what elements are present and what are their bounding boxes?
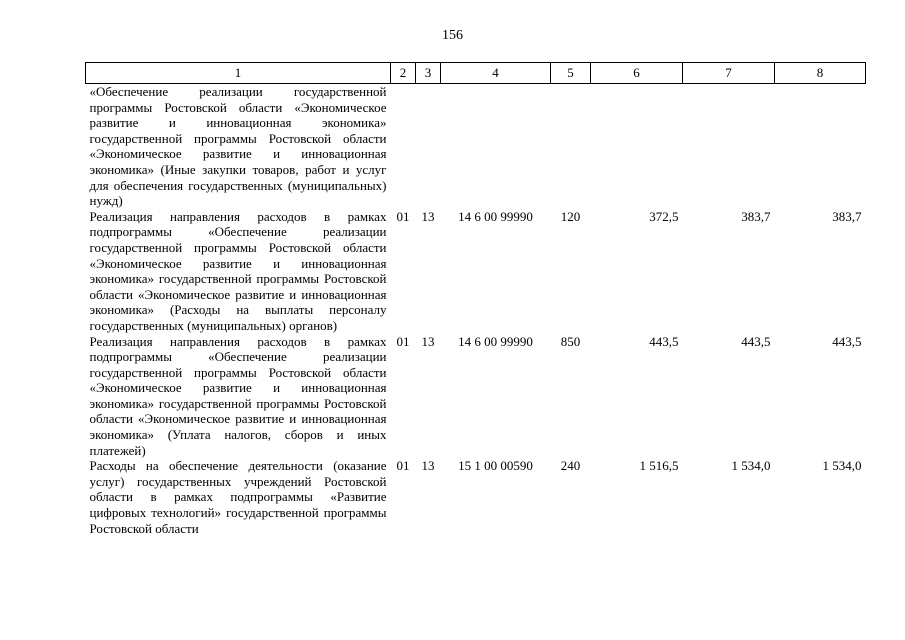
table-body [86,84,866,537]
target-article-code: 15 1 00 00590 [458,458,533,474]
target-article-code [441,84,551,209]
amount-col-6: 1 516,5 [639,458,679,474]
amount-col-7: 1 534,0 [731,458,771,474]
expense-type-code [551,84,591,209]
table-header [86,63,866,84]
table-row [86,458,866,536]
target-article-code: 14 6 00 99990 [458,208,533,224]
amount-col-6: 443,5 [649,333,679,349]
section-code: 01 [396,458,410,474]
section-code: 01 [396,208,410,224]
amount-col-6 [591,84,683,209]
amount-col-7: 443,5 [741,333,771,349]
subsection-code: 13 [421,208,435,224]
column-header-3: 3 [416,63,441,84]
row-description: Расходы на обеспечение деятельности (оказание услуг) государственных учреждений Ростовской области в рамках подпрограммы «Развитие цифровых технологий» государственной программы Ростовской области [89,458,387,536]
row-description: Реализация направления расходов в рамках подпрограммы «Обеспечение реализации государственной программы Ростовской области «Экономическое развитие и инновационная экономика» государственной программы Ростовской области «Экономическое развитие и инновационная экономика» (Расходы на выплаты персоналу государственных (муниципальных) органов) [89,208,387,333]
target-article-code: 14 6 00 99990 [458,333,533,349]
expense-type-code: 120 [560,208,581,224]
subsection-code [416,84,441,209]
amount-col-7: 383,7 [741,208,771,224]
header-row [86,63,866,84]
amount-col-8: 383,7 [832,208,862,224]
row-description: «Обеспечение реализации государственной программы Ростовской области «Экономическое развитие и инновационная экономика» государственной программы Ростовской области «Экономическое развитие и инновационная экономика» (Иные закупки товаров, работ и услуг для обеспечения государственных (муниципальных) нужд) [89,84,387,209]
row-description: Реализация направления расходов в рамках подпрограммы «Обеспечение реализации государственной программы Ростовской области «Экономическое развитие и инновационная экономика» государственной программы Ростовской области «Экономическое развитие и инновационная экономика» (Уплата налогов, сборов и иных платежей) [89,333,387,458]
column-header-2: 2 [391,63,416,84]
page-number: 156 [442,28,463,43]
column-header-5: 5 [551,63,591,84]
column-header-4: 4 [441,63,551,84]
budget-table [85,62,866,536]
amount-col-7 [683,84,775,209]
column-header-1: 1 [86,63,391,84]
column-header-6: 6 [591,63,683,84]
amount-col-8 [775,84,866,209]
section-code: 01 [396,333,410,349]
amount-col-6: 372,5 [649,208,679,224]
table-row [86,84,866,209]
subsection-code: 13 [421,333,435,349]
column-header-8: 8 [775,63,866,84]
expense-type-code: 850 [560,333,581,349]
amount-col-8: 443,5 [832,333,862,349]
amount-col-8: 1 534,0 [822,458,862,474]
section-code [391,84,416,209]
column-header-7: 7 [683,63,775,84]
table-row [86,334,866,459]
expense-type-code: 240 [560,458,581,474]
table-row [86,209,866,334]
subsection-code: 13 [421,458,435,474]
